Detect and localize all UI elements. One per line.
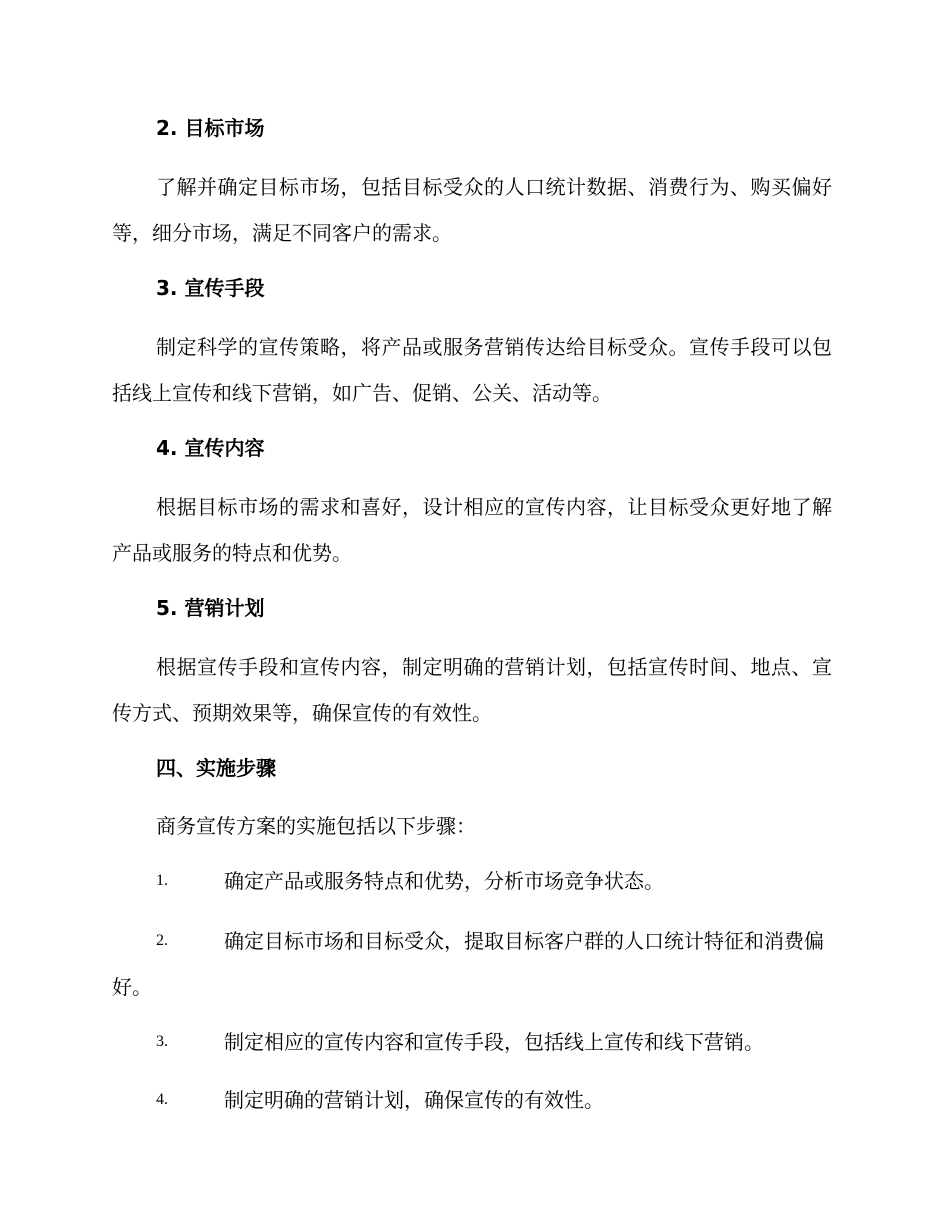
list-item-text: 制定相应的宣传内容和宣传手段，包括线上宣传和线下营销。 xyxy=(224,1030,764,1054)
list-item-number: 2. xyxy=(156,932,168,949)
section-heading-implementation-steps: 四、实施步骤 xyxy=(156,756,276,780)
section-heading-promotion-content: 4. 宣传内容 xyxy=(156,436,265,460)
list-item xyxy=(112,858,832,904)
section-heading-target-market: 2. 目标市场 xyxy=(156,116,265,140)
list-item-number: 1. xyxy=(156,872,168,889)
list-item-number: 3. xyxy=(156,1033,168,1050)
section-body-marketing-plan: 根据宣传手段和宣传内容，制定明确的营销计划，包括宣传时间、地点、宣传方式、预期效果等，确保宣传的有效性。 xyxy=(112,655,832,725)
implementation-intro: 商务宣传方案的实施包括以下步骤： xyxy=(156,814,476,838)
list-item-text: 制定明确的营销计划，确保宣传的有效性。 xyxy=(224,1088,604,1112)
list-item-text: 确定产品或服务特点和优势，分析市场竞争状态。 xyxy=(224,869,664,893)
section-body-target-market: 了解并确定目标市场，包括目标受众的人口统计数据、消费行为、购买偏好等，细分市场，满足不同客户的需求。 xyxy=(112,175,832,245)
section-body-promotion-means: 制定科学的宣传策略，将产品或服务营销传达给目标受众。宣传手段可以包括线上宣传和线下营销，如广告、促销、公关、活动等。 xyxy=(112,335,832,405)
list-item-number: 4. xyxy=(156,1091,168,1108)
list-item xyxy=(112,1077,832,1123)
section-heading-marketing-plan: 5. 营销计划 xyxy=(156,596,265,620)
list-item-text: 确定目标市场和目标受众，提取目标客户群的人口统计特征和消费偏好。 xyxy=(112,929,824,999)
section-body-promotion-content: 根据目标市场的需求和喜好，设计相应的宣传内容，让目标受众更好地了解产品或服务的特点和优势。 xyxy=(112,495,832,565)
list-item xyxy=(112,1019,832,1065)
list-item xyxy=(112,918,832,1010)
section-heading-promotion-means: 3. 宣传手段 xyxy=(156,276,265,300)
